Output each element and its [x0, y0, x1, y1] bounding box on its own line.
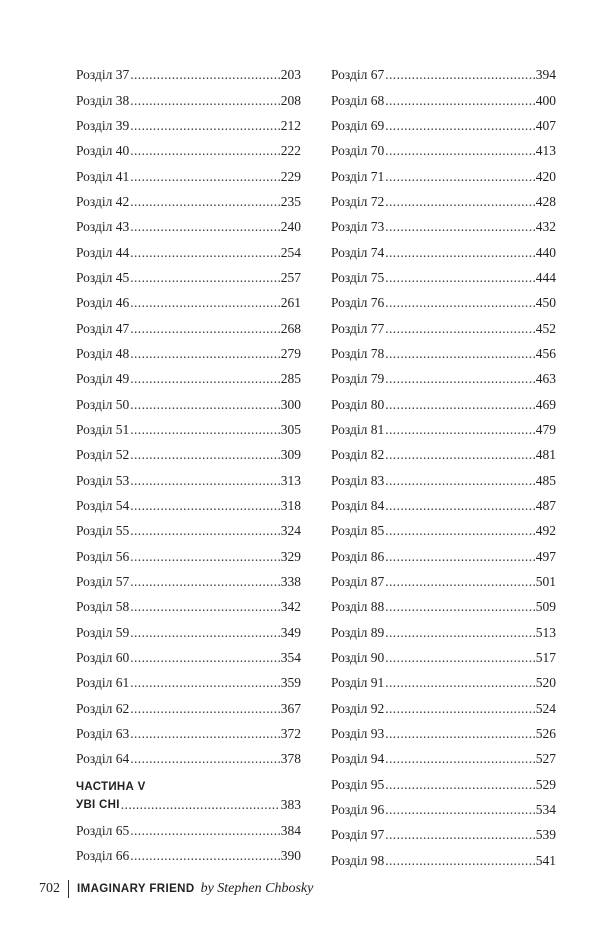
dot-leader [385, 422, 535, 438]
dot-leader [130, 549, 280, 565]
page-footer [39, 880, 313, 898]
dot-leader [130, 523, 280, 539]
chapter-page: 359 [280, 675, 301, 691]
toc-entry[interactable] [76, 83, 301, 108]
chapter-page: 318 [280, 497, 301, 513]
toc-entry[interactable] [76, 565, 301, 590]
toc-entry[interactable] [76, 134, 301, 159]
toc-entry[interactable] [76, 463, 301, 488]
chapter-label: Розділ 94 [331, 751, 385, 767]
chapter-label: Розділ 97 [331, 827, 385, 843]
toc-entry[interactable] [331, 109, 556, 134]
dot-leader [385, 93, 535, 109]
chapter-page: 313 [280, 472, 301, 488]
book-title: IMAGINARY FRIEND [77, 883, 195, 895]
chapter-label: Розділ 45 [76, 269, 130, 285]
chapter-label: Розділ 70 [331, 143, 385, 159]
dot-leader [130, 219, 280, 235]
chapter-page: 309 [280, 447, 301, 463]
chapter-label: Розділ 39 [76, 117, 130, 133]
toc-entry[interactable] [76, 210, 301, 235]
dot-leader [385, 549, 535, 565]
toc-entry[interactable] [331, 235, 556, 260]
chapter-label: Розділ 81 [331, 421, 385, 437]
chapter-label: Розділ 58 [76, 599, 130, 615]
dot-leader [130, 498, 280, 514]
toc-entry[interactable] [76, 539, 301, 564]
dot-leader [385, 67, 535, 83]
chapter-label: Розділ 77 [331, 320, 385, 336]
chapter-label: Розділ 74 [331, 244, 385, 260]
chapter-page: 520 [535, 675, 556, 691]
toc-entry[interactable] [331, 565, 556, 590]
chapter-label: Розділ 41 [76, 168, 130, 184]
chapter-label: Розділ 60 [76, 649, 130, 665]
chapter-label: Розділ 63 [76, 725, 130, 741]
chapter-page: 394 [535, 67, 556, 83]
toc-entry[interactable] [76, 489, 301, 514]
toc-entry[interactable] [76, 286, 301, 311]
toc-entry[interactable] [76, 666, 301, 691]
dot-leader [385, 751, 535, 767]
chapter-label: Розділ 85 [331, 523, 385, 539]
dot-leader [130, 650, 280, 666]
dot-leader [385, 245, 535, 261]
chapter-page: 229 [280, 168, 301, 184]
chapter-label: Розділ 93 [331, 725, 385, 741]
dot-leader [130, 701, 280, 717]
dot-leader [130, 270, 280, 286]
dot-leader [130, 143, 280, 159]
chapter-page: 450 [535, 295, 556, 311]
toc-entry[interactable] [76, 362, 301, 387]
chapter-label: Розділ 82 [331, 447, 385, 463]
dot-leader [130, 473, 280, 489]
chapter-label: Розділ 95 [331, 776, 385, 792]
dot-leader [130, 447, 280, 463]
chapter-page: 285 [280, 371, 301, 387]
chapter-page: 208 [280, 92, 301, 108]
toc-entry[interactable] [76, 185, 301, 210]
toc-entry[interactable] [331, 514, 556, 539]
chapter-page: 257 [280, 269, 301, 285]
chapter-label: Розділ 62 [76, 700, 130, 716]
chapter-label: Розділ 51 [76, 421, 130, 437]
dot-leader [130, 118, 280, 134]
chapter-page: 541 [535, 852, 556, 868]
dot-leader [385, 523, 535, 539]
chapter-page: 367 [280, 700, 301, 716]
chapter-label: Розділ 37 [76, 67, 130, 83]
chapter-page: 203 [280, 67, 301, 83]
chapter-page: 342 [280, 599, 301, 615]
chapter-label: Розділ 96 [331, 801, 385, 817]
chapter-page: 527 [535, 751, 556, 767]
chapter-label: Розділ 73 [331, 219, 385, 235]
toc-list-right [331, 58, 556, 869]
chapter-label: Розділ 61 [76, 675, 130, 691]
dot-leader [385, 802, 535, 818]
chapter-page: 212 [280, 117, 301, 133]
toc-entry[interactable] [331, 818, 556, 843]
chapter-page: 492 [535, 523, 556, 539]
chapter-label: Розділ 84 [331, 497, 385, 513]
toc-entry[interactable] [331, 666, 556, 691]
toc-entry[interactable] [331, 717, 556, 742]
chapter-page: 407 [535, 117, 556, 133]
part-heading: ЧАСТИНА V [76, 781, 146, 794]
toc-entry[interactable] [331, 742, 556, 767]
dot-leader [130, 751, 280, 767]
chapter-label: Розділ 69 [331, 117, 385, 133]
toc-entry[interactable] [76, 387, 301, 412]
chapter-label: Розділ 88 [331, 599, 385, 615]
chapter-page: 400 [535, 92, 556, 108]
chapter-page: 469 [535, 396, 556, 412]
chapter-label: Розділ 47 [76, 320, 130, 336]
toc-column-right [331, 58, 556, 869]
chapter-label: Розділ 54 [76, 497, 130, 513]
chapter-label: Розділ 76 [331, 295, 385, 311]
dot-leader [385, 853, 535, 869]
toc-entry[interactable] [331, 337, 556, 362]
toc-entry[interactable] [76, 261, 301, 286]
chapter-page: 481 [535, 447, 556, 463]
dot-leader [121, 797, 280, 813]
chapter-page: 524 [535, 700, 556, 716]
chapter-page: 354 [280, 649, 301, 665]
chapter-page: 456 [535, 345, 556, 361]
chapter-page: 324 [280, 523, 301, 539]
chapter-page: 444 [535, 269, 556, 285]
chapter-page: 479 [535, 421, 556, 437]
dot-leader [385, 143, 535, 159]
toc-entry[interactable] [331, 463, 556, 488]
dot-leader [385, 701, 535, 717]
chapter-page: 384 [280, 822, 301, 838]
dot-leader [130, 625, 280, 641]
chapter-page: 534 [535, 801, 556, 817]
toc-entry[interactable] [331, 590, 556, 615]
chapter-page: 372 [280, 725, 301, 741]
chapter-page: 300 [280, 396, 301, 412]
dot-leader [130, 245, 280, 261]
toc-entry[interactable] [331, 489, 556, 514]
dot-leader [385, 650, 535, 666]
chapter-label: Розділ 75 [331, 269, 385, 285]
part-block [76, 780, 301, 813]
chapter-page: 529 [535, 776, 556, 792]
chapter-label: Розділ 57 [76, 573, 130, 589]
dot-leader [385, 169, 535, 185]
chapter-label: Розділ 80 [331, 396, 385, 412]
toc-column-left [76, 58, 301, 864]
chapter-page: 235 [280, 193, 301, 209]
toc-entry[interactable] [76, 413, 301, 438]
dot-leader [130, 194, 280, 210]
toc-entry[interactable] [76, 438, 301, 463]
chapter-page: 432 [535, 219, 556, 235]
toc-entry[interactable] [331, 362, 556, 387]
toc-entry[interactable] [76, 615, 301, 640]
chapter-label: Розділ 52 [76, 447, 130, 463]
chapter-label: Розділ 65 [76, 822, 130, 838]
dot-leader [385, 726, 535, 742]
part-title: УВІ СНІ [76, 799, 120, 812]
toc-entry[interactable] [76, 514, 301, 539]
dot-leader [130, 93, 280, 109]
toc-entry[interactable] [331, 261, 556, 286]
chapter-page: 487 [535, 497, 556, 513]
toc-entry[interactable] [76, 691, 301, 716]
chapter-label: Розділ 40 [76, 143, 130, 159]
toc-list-left-after [76, 813, 301, 864]
chapter-label: Розділ 91 [331, 675, 385, 691]
dot-leader [385, 371, 535, 387]
footer-divider [68, 880, 69, 898]
chapter-page: 501 [535, 573, 556, 589]
toc-entry[interactable] [331, 843, 556, 868]
chapter-label: Розділ 72 [331, 193, 385, 209]
chapter-label: Розділ 50 [76, 396, 130, 412]
chapter-label: Розділ 89 [331, 624, 385, 640]
chapter-label: Розділ 48 [76, 345, 130, 361]
toc-entry[interactable] [331, 793, 556, 818]
dot-leader [385, 397, 535, 413]
toc-entry[interactable] [331, 83, 556, 108]
toc-entry[interactable] [331, 210, 556, 235]
toc-list-left-before [76, 58, 301, 767]
chapter-label: Розділ 38 [76, 92, 130, 108]
dot-leader [385, 346, 535, 362]
chapter-page: 513 [535, 624, 556, 640]
dot-leader [385, 498, 535, 514]
chapter-page: 440 [535, 244, 556, 260]
chapter-label: Розділ 71 [331, 168, 385, 184]
dot-leader [130, 67, 280, 83]
chapter-label: Розділ 43 [76, 219, 130, 235]
dot-leader [385, 270, 535, 286]
chapter-page: 539 [535, 827, 556, 843]
dot-leader [385, 625, 535, 641]
dot-leader [130, 371, 280, 387]
chapter-page: 261 [280, 295, 301, 311]
chapter-page: 463 [535, 371, 556, 387]
chapter-label: Розділ 90 [331, 649, 385, 665]
chapter-page: 413 [535, 143, 556, 159]
toc-entry[interactable] [331, 58, 556, 83]
chapter-page: 222 [280, 143, 301, 159]
page-number: 702 [39, 881, 60, 896]
chapter-label: Розділ 87 [331, 573, 385, 589]
toc-entry[interactable] [331, 413, 556, 438]
chapter-page: 329 [280, 548, 301, 564]
dot-leader [130, 823, 280, 839]
chapter-page: 497 [535, 548, 556, 564]
chapter-label: Розділ 56 [76, 548, 130, 564]
chapter-page: 349 [280, 624, 301, 640]
chapter-page: 485 [535, 472, 556, 488]
dot-leader [385, 295, 535, 311]
dot-leader [385, 574, 535, 590]
dot-leader [385, 321, 535, 337]
dot-leader [130, 726, 280, 742]
chapter-page: 268 [280, 320, 301, 336]
chapter-page: 279 [280, 345, 301, 361]
dot-leader [130, 397, 280, 413]
dot-leader [130, 599, 280, 615]
dot-leader [130, 574, 280, 590]
toc-entry[interactable] [76, 109, 301, 134]
chapter-label: Розділ 42 [76, 193, 130, 209]
toc-entry[interactable] [76, 813, 301, 838]
book-author: by Stephen Chbosky [200, 881, 314, 896]
dot-leader [130, 346, 280, 362]
dot-leader [130, 422, 280, 438]
toc-entry[interactable] [76, 839, 301, 864]
toc-entry[interactable] [331, 159, 556, 184]
dot-leader [385, 675, 535, 691]
toc-entry[interactable] [76, 159, 301, 184]
chapter-label: Розділ 86 [331, 548, 385, 564]
chapter-label: Розділ 44 [76, 244, 130, 260]
chapter-label: Розділ 59 [76, 624, 130, 640]
dot-leader [130, 848, 280, 864]
chapter-page: 517 [535, 649, 556, 665]
toc-entry[interactable] [76, 717, 301, 742]
chapter-label: Розділ 78 [331, 345, 385, 361]
part-page: 383 [280, 797, 301, 813]
chapter-page: 378 [280, 751, 301, 767]
chapter-page: 240 [280, 219, 301, 235]
chapter-label: Розділ 64 [76, 751, 130, 767]
toc-entry[interactable] [331, 691, 556, 716]
chapter-label: Розділ 66 [76, 847, 130, 863]
toc-entry[interactable] [331, 539, 556, 564]
toc-entry[interactable] [76, 641, 301, 666]
toc-entry[interactable] [331, 641, 556, 666]
toc-entry[interactable] [331, 767, 556, 792]
toc-entry[interactable] [331, 438, 556, 463]
dot-leader [385, 118, 535, 134]
chapter-label: Розділ 67 [331, 67, 385, 83]
chapter-label: Розділ 98 [331, 852, 385, 868]
chapter-page: 305 [280, 421, 301, 437]
dot-leader [385, 827, 535, 843]
toc-entry[interactable] [76, 311, 301, 336]
chapter-page: 338 [280, 573, 301, 589]
toc-entry[interactable] [76, 337, 301, 362]
chapter-label: Розділ 46 [76, 295, 130, 311]
dot-leader [385, 447, 535, 463]
chapter-page: 420 [535, 168, 556, 184]
dot-leader [385, 194, 535, 210]
toc-entry-part[interactable] [76, 795, 301, 813]
toc-entry[interactable] [76, 742, 301, 767]
dot-leader [130, 321, 280, 337]
chapter-label: Розділ 55 [76, 523, 130, 539]
chapter-page: 390 [280, 847, 301, 863]
chapter-page: 428 [535, 193, 556, 209]
dot-leader [130, 169, 280, 185]
chapter-label: Розділ 83 [331, 472, 385, 488]
chapter-label: Розділ 79 [331, 371, 385, 387]
chapter-page: 254 [280, 244, 301, 260]
dot-leader [385, 219, 535, 235]
toc-entry[interactable] [331, 615, 556, 640]
toc-entry[interactable] [76, 58, 301, 83]
toc-entry[interactable] [76, 590, 301, 615]
toc-entry[interactable] [331, 134, 556, 159]
chapter-label: Розділ 68 [331, 92, 385, 108]
toc-entry[interactable] [331, 311, 556, 336]
chapter-label: Розділ 49 [76, 371, 130, 387]
toc-entry[interactable] [76, 235, 301, 260]
chapter-label: Розділ 92 [331, 700, 385, 716]
dot-leader [130, 675, 280, 691]
toc-entry[interactable] [331, 185, 556, 210]
chapter-label: Розділ 53 [76, 472, 130, 488]
chapter-page: 452 [535, 320, 556, 336]
toc-entry[interactable] [331, 387, 556, 412]
chapter-page: 526 [535, 725, 556, 741]
toc-entry[interactable] [331, 286, 556, 311]
chapter-page: 509 [535, 599, 556, 615]
dot-leader [385, 473, 535, 489]
dot-leader [385, 599, 535, 615]
dot-leader [385, 777, 535, 793]
dot-leader [130, 295, 280, 311]
